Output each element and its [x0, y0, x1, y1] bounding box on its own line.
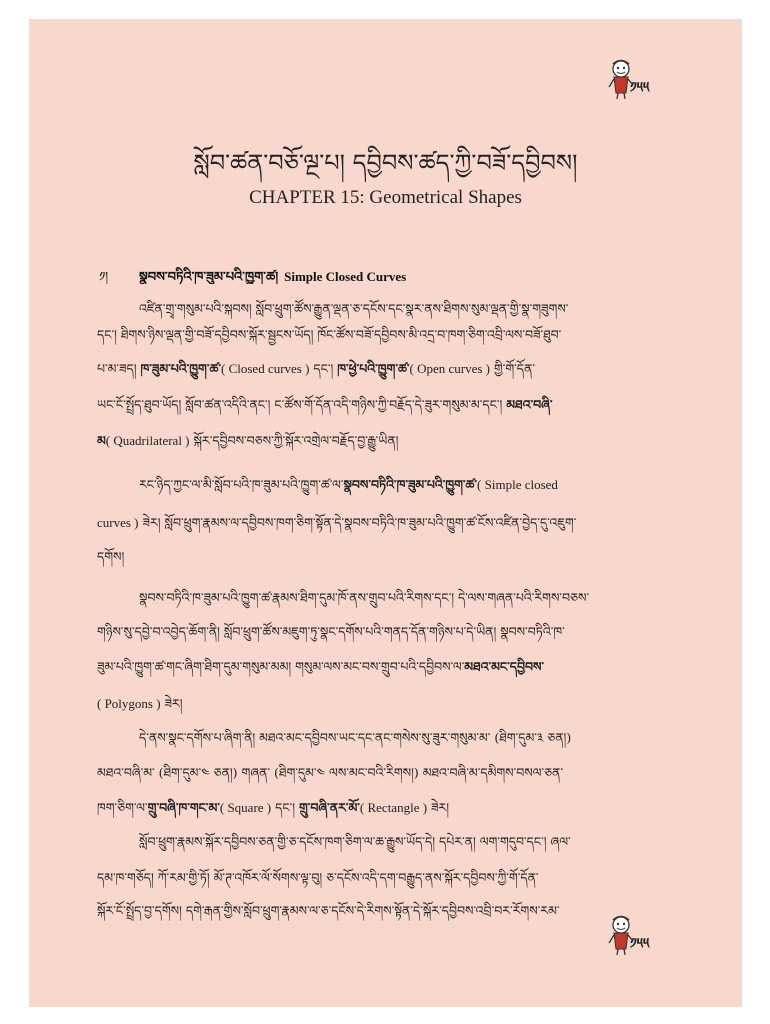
text-run: ཟེར།	[427, 800, 450, 815]
body-line	[97, 544, 682, 570]
english-term: ( Open curves )	[409, 361, 490, 376]
key-term: མ	[97, 433, 106, 448]
body-line	[139, 585, 682, 611]
section-number: ༡།	[99, 270, 109, 284]
body-line	[139, 296, 682, 322]
chapter-title-tibetan: སློབ་ཚན་བཅོ་ལྔ་པ། དབྱིབས་ཚད་ཀྱི་བཟོ་དབྱིབས།	[193, 149, 578, 177]
english-term: ( Simple closed	[477, 477, 558, 492]
text-run: པ་མ་ཟད།	[97, 361, 141, 376]
body-line	[97, 428, 682, 454]
text-run: མཐའ་བཞི་མ་ (ཐིག་དུམ་༤ ཅན།) གཞན་ (ཐིག་དུམ་༤ ལས་མང་བའི་རིགས།) མཐའ་བཞི་མ་དམིགས་བསལ་ཅན་	[97, 765, 564, 780]
section-title-tibetan: སྣབས་བཏིའི་ཁ་ཟུམ་པའི་ཁྱུག་ཚ།	[139, 270, 279, 284]
key-term: གྲུ་བཞི་ཁ་གང་མ་	[147, 800, 220, 815]
body-line	[97, 865, 682, 891]
body-line	[97, 619, 682, 645]
body-line	[97, 898, 682, 924]
page-number: ༡༥༥	[630, 80, 650, 96]
english-term: ( Quadrilateral )	[105, 433, 190, 448]
body-line	[97, 654, 682, 680]
page-number-header	[608, 59, 670, 101]
text-run: ཟེར། སློབ་ཕྲུག་རྣམས་ལ་དབྱིབས་ཁག་ཅིག་སྟོན་དེ་སྣབས་བཏིའི་ཁ་ཟུམ་པའི་ཁྱུག་ཚ་ངོས་འཛིན་བྱེད་དུ་འཇུག་	[138, 515, 577, 530]
body-line	[97, 760, 682, 786]
text-run: སྐོར་དབྱིབས་བཅས་ཀྱི་སྐོར་འགྲེལ་བརྗོད་བྱ་རྒྱུ་ཡིན།	[189, 433, 399, 448]
text-run: དེ་ནས་སྣང་དགོས་པ་ཞིག་ནི། མཐའ་མང་དབྱིབས་ཡང་དང་ནང་གསེས་སུ་ཟུར་གསུམ་མ་ (ཐིག་དུམ་༣ ཅན།)	[139, 730, 572, 745]
key-term: གྲུ་བཞི་ནར་མོ་	[298, 800, 360, 815]
body-line	[97, 691, 682, 717]
key-term: མཐའ་མང་དབྱིབས་	[464, 659, 545, 674]
key-term: སྣབས་བཏིའི་ཁ་ཟུམ་པའི་ཁྱུག་ཚ་	[343, 477, 478, 492]
page-number-footer	[608, 915, 670, 957]
text-run: སྣབས་བཏིའི་ཁ་ཟུམ་པའི་ཁྱུག་ཚ་རྣམས་ཐིག་དུམ་ཁོ་ནས་གྲུབ་པའི་རིགས་དང་། དེ་ལས་གཞན་པའི་རིགས་བཅས་	[139, 590, 590, 605]
english-term: ( Square )	[219, 800, 272, 815]
english-term: ( Closed curves )	[221, 361, 310, 376]
key-term: ཁ་ཕྱེ་པའི་ཁྱུག་ཚ་	[337, 361, 410, 376]
key-term: ཁ་ཟུམ་པའི་ཁྱུག་ཚ་	[140, 361, 221, 376]
chapter-title-english: CHAPTER 15: Geometrical Shapes	[249, 187, 522, 208]
text-run: དགོས།	[97, 549, 125, 564]
text-run: དང་།	[271, 800, 299, 815]
body-line	[97, 392, 682, 418]
section-heading	[99, 262, 699, 284]
text-run: གྱི་གོ་དོན་	[489, 361, 536, 376]
text-run: ཟེར།	[160, 696, 183, 711]
text-run: ཡང་ངོ་སྤྲོད་ཐུབ་ཡོད། སློབ་ཚན་འདིའི་ནང་། ང་ཚོས་གོ་དོན་འདི་གཉིས་ཀྱི་བརྗོད་དེ་ཟུར་གསུམ་མ་དང་།	[97, 397, 507, 412]
page	[29, 19, 742, 1007]
text-run: སྐོར་ངོ་སྤྲོད་བྱ་དགོས། དགེ་རྒན་གྱིས་སློབ་ཕྲུག་རྣམས་ལ་ཅ་དངོས་དེ་རིགས་སྟོན་དེ་སྐོར་དབྱིབས་འབྲི་བར་རོགས་རམ་	[97, 903, 560, 918]
english-term: ( Polygons )	[97, 696, 161, 711]
text-run: འཛིན་གྲྭ་གསུམ་པའི་སྐབས། སློབ་ཕྲུག་ཚོས་རྒྱུན་ལྡན་ཅ་དངོས་དང་སྣར་ནས་ཐིགས་སུམ་ལྡན་གྱི་སྣ་གཟུགས་	[139, 301, 569, 316]
text-run: དམ་ཁ་གཅོད། ཀོ་རམ་གྱི་ཏོ། མོ་ཊ་འཁོར་ལོ་སོགས་ལྟ་བུ། ཅ་དངོས་འདི་དག་བརྒྱུད་ནས་སྐོར་དབྱིབས་ཀྱི་གོ་དོན་	[97, 870, 539, 885]
text-run: དང་།	[309, 361, 338, 376]
section-title-english: Simple Closed Curves	[284, 269, 407, 284]
text-run: ཁག་ཅིག་ལ་	[97, 800, 148, 815]
body-line	[139, 829, 682, 855]
body-line	[97, 356, 682, 382]
page-number: ༡༥༥	[630, 936, 650, 952]
text-run: རང་ཉིད་ཀྱང་ལ་མི་སློབ་པའི་ཁ་ཟུམ་པའི་ཁྱུག་ཚ་ལ་	[139, 477, 344, 492]
body-line	[139, 472, 682, 498]
body-line	[139, 725, 682, 751]
text-run: དང་། ཐིགས་ཉིས་ལྡན་གྱི་བཟོ་དབྱིབས་སྐོར་སྦྱངས་ཡོད། ཁོང་ཚོས་བཟོ་དབྱིབས་མི་འདྲ་བ་ཁག་ཅིག་འབྲི་ལས་བཟོ་ཐུབ་	[97, 327, 562, 342]
text-run: སློབ་ཕྲུག་རྣམས་སྐོར་དབྱིབས་ཅན་གྱི་ཅ་དངོས་ཁག་ཅིག་ལ་ཆ་རྒྱུས་ཡོད་དེ། དཔེར་ན། ལག་གདུབ་དང་། ཞལ་	[139, 834, 571, 849]
body-line	[97, 795, 682, 821]
body-line	[97, 510, 682, 536]
body-line	[97, 322, 682, 348]
text-run: གཉིས་སུ་དབྱེ་བ་འབྱེད་ཆོག་ནི། སློབ་ཕྲུག་ཚོས་མཇུག་ཏུ་སྣང་དགོས་པའི་གནད་དོན་གཉིས་པ་དེ་ཡིན། སྣབས་བཏིའི་ཁ་	[97, 624, 565, 639]
english-term: curves )	[97, 515, 139, 530]
key-term: མཐའ་བཞི་	[506, 397, 553, 412]
text-run: ཟུམ་པའི་ཁྱུག་ཚ་གང་ཞིག་ཐིག་དུམ་གསུམ་མམ། གསུམ་ལས་མང་བས་གྲུབ་པའི་དབྱིབས་ལ་	[97, 659, 465, 674]
english-term: ( Rectangle )	[359, 800, 428, 815]
